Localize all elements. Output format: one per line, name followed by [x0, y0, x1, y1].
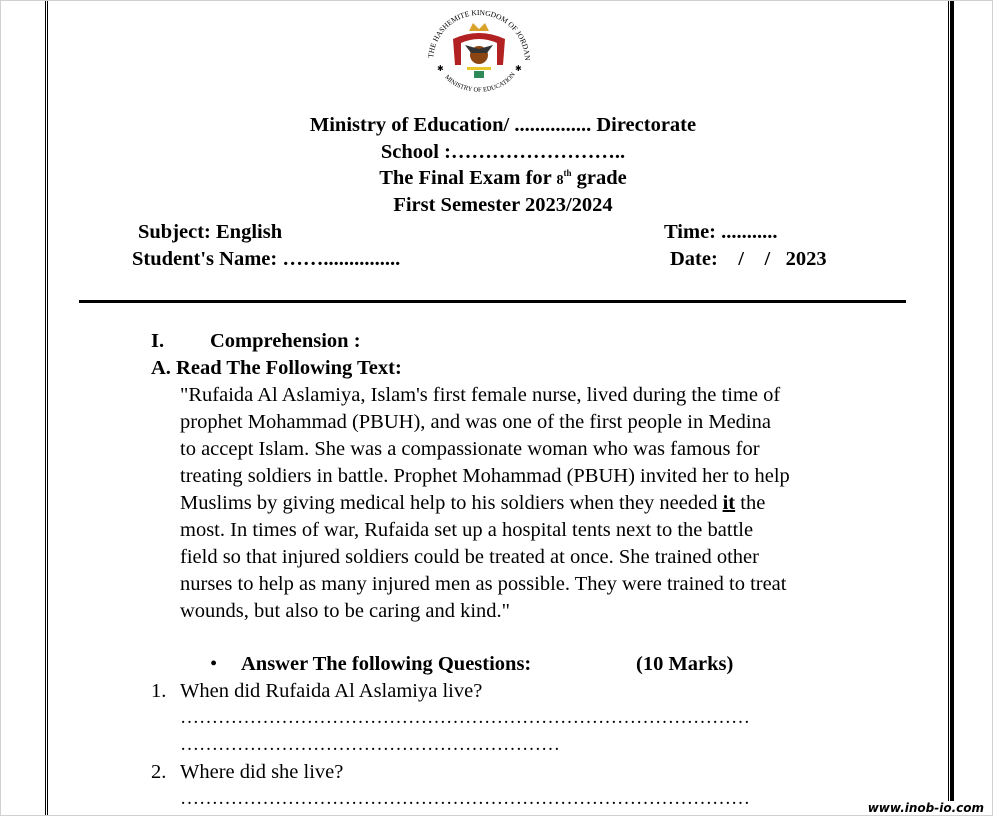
semester-line: First Semester 2023/2024: [393, 194, 613, 216]
svg-text:THE HASHEMITE KINGDOM OF JORDA: THE HASHEMITE KINGDOM OF JORDAN: [426, 9, 533, 61]
section-title: Comprehension :: [210, 330, 361, 352]
svg-text:MINISTRY OF EDUCATION: MINISTRY OF EDUCATION: [443, 71, 517, 94]
passage-text: Muslims by giving medical help to his soldiers when they needed: [180, 492, 723, 514]
student-name-field: Student's Name: ……...............: [132, 248, 401, 270]
question-text: When did Rufaida Al Aslamiya live?: [180, 680, 483, 702]
question-number: 2.: [151, 761, 167, 783]
passage-line: [180, 492, 765, 515]
time-field: Time: ...........: [664, 221, 778, 243]
date-field: Date: / / 2023: [670, 248, 827, 270]
exam-title-text: The Final Exam for: [379, 167, 557, 189]
passage-line: nurses to help as many injured men as possible. They were trained to treat: [180, 573, 787, 595]
underlined-word: it: [722, 492, 736, 514]
ministry-line: Ministry of Education/ ............... Directorate: [309, 114, 697, 136]
grade-number: 8: [556, 173, 564, 188]
grade-ordinal: th: [563, 168, 572, 179]
ministry-logo-emblem: [419, 9, 539, 94]
passage-line: to accept Islam. She was a compassionate woman who was famous for: [180, 438, 760, 460]
passage-text: the: [735, 492, 766, 514]
question-text: Where did she live?: [180, 761, 344, 783]
header-divider: [79, 300, 906, 303]
grade-label: grade: [571, 167, 627, 189]
exam-title: [1, 167, 993, 190]
passage-line: wounds, but also to be caring and kind.": [180, 600, 511, 622]
watermark: www.inob-io.com: [867, 801, 984, 815]
passage-line: prophet Mohammad (PBUH), and was one of the first people in Medina: [180, 411, 771, 433]
bullet-icon: •: [210, 653, 218, 675]
marks-label: (10 Marks): [636, 653, 734, 675]
questions-heading: Answer The following Questions:: [241, 653, 532, 675]
question-number: 1.: [151, 680, 167, 702]
answer-line[interactable]: ………………………………………………………………………………: [180, 788, 750, 809]
answer-line[interactable]: ………………………………………………………………………………: [180, 707, 750, 728]
passage-line: field so that injured soldiers could be treated at once. She trained other: [180, 546, 759, 568]
answer-line[interactable]: ……………………………………………………: [180, 734, 560, 755]
passage-line: "Rufaida Al Aslamiya, Islam's first female nurse, lived during the time of: [180, 384, 781, 406]
subject-label: Subject: English: [138, 221, 283, 243]
section-number: I.: [151, 330, 165, 352]
svg-text:✱: ✱: [437, 64, 444, 73]
passage-line: most. In times of war, Rufaida set up a hospital tents next to the battle: [180, 519, 754, 541]
school-line: School :……………………..: [380, 141, 626, 163]
reading-instruction: A. Read The Following Text:: [151, 357, 402, 379]
svg-text:✱: ✱: [515, 64, 522, 73]
passage-line: treating soldiers in battle. Prophet Mohammad (PBUH) invited her to help: [180, 465, 790, 487]
